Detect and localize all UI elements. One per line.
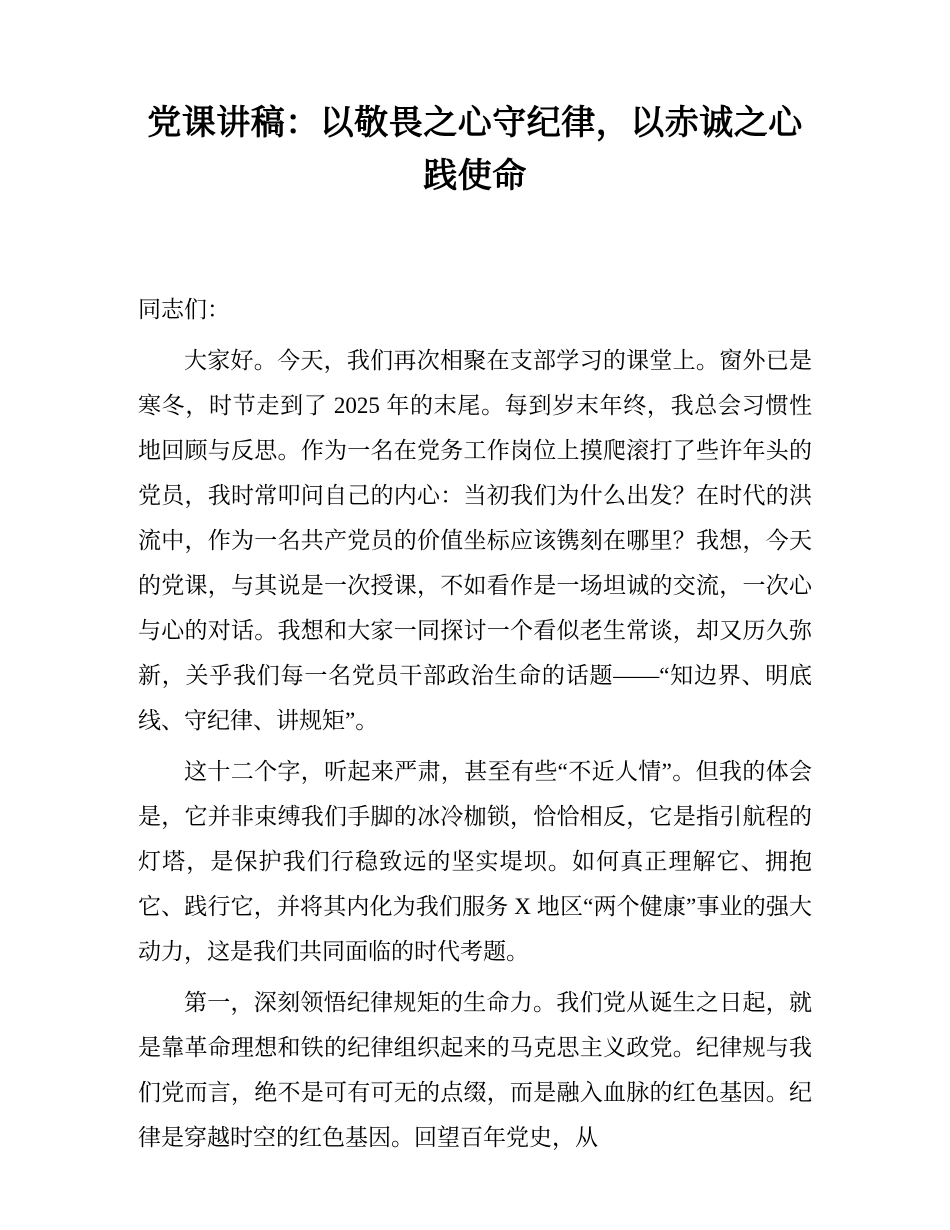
paragraph: 大家好。今天，我们再次相聚在支部学习的课堂上。窗外已是寒冬，时节走到了 2025 年的末尾。每到岁末年终，我总会习惯性地回顾与反思。作为一名在党务工作岗位上摸爬滚打了些许年头的党员，我时常叩问自己的内心：当初我们为什么出发？在时代的洪流中，作为一名共产党员的价值坐标应该镌刻在哪里？我想，今天的党课，与其说是一次授课，不如看作是一场坦诚的交流，一次心与心的对话。我想和大家一同探讨一个看似老生常谈，却又历久弥新，关乎我们每一名党员干部政治生命的话题——“知边界、明底线、守纪律、讲规矩”。 (138, 348, 812, 734)
salutation-paragraph: 同志们： (138, 297, 230, 323)
document-body (138, 287, 812, 1160)
document-title: 党课讲稿：以敬畏之心守纪律，以赤诚之心践使命 (147, 105, 803, 195)
paragraph: 这十二个字，听起来严肃，甚至有些“不近人情”。但我的体会是，它并非束缚我们手脚的冰冷枷锁，恰恰相反，它是指引航程的灯塔，是保护我们行稳致远的坚实堤坝。如何真正理解它、拥抱它、践行它，并将其内化为我们服务 X 地区“两个健康”事业的强大动力，这是我们共同面临的时代考题。 (138, 759, 812, 965)
paragraph: 第一，深刻领悟纪律规矩的生命力。我们党从诞生之日起，就是靠革命理想和铁的纪律组织起来的马克思主义政党。纪律规与我们党而言，绝不是可有可无的点缀，而是融入血脉的红色基因。纪律是穿越时空的红色基因。回望百年党史，从 (138, 990, 812, 1151)
